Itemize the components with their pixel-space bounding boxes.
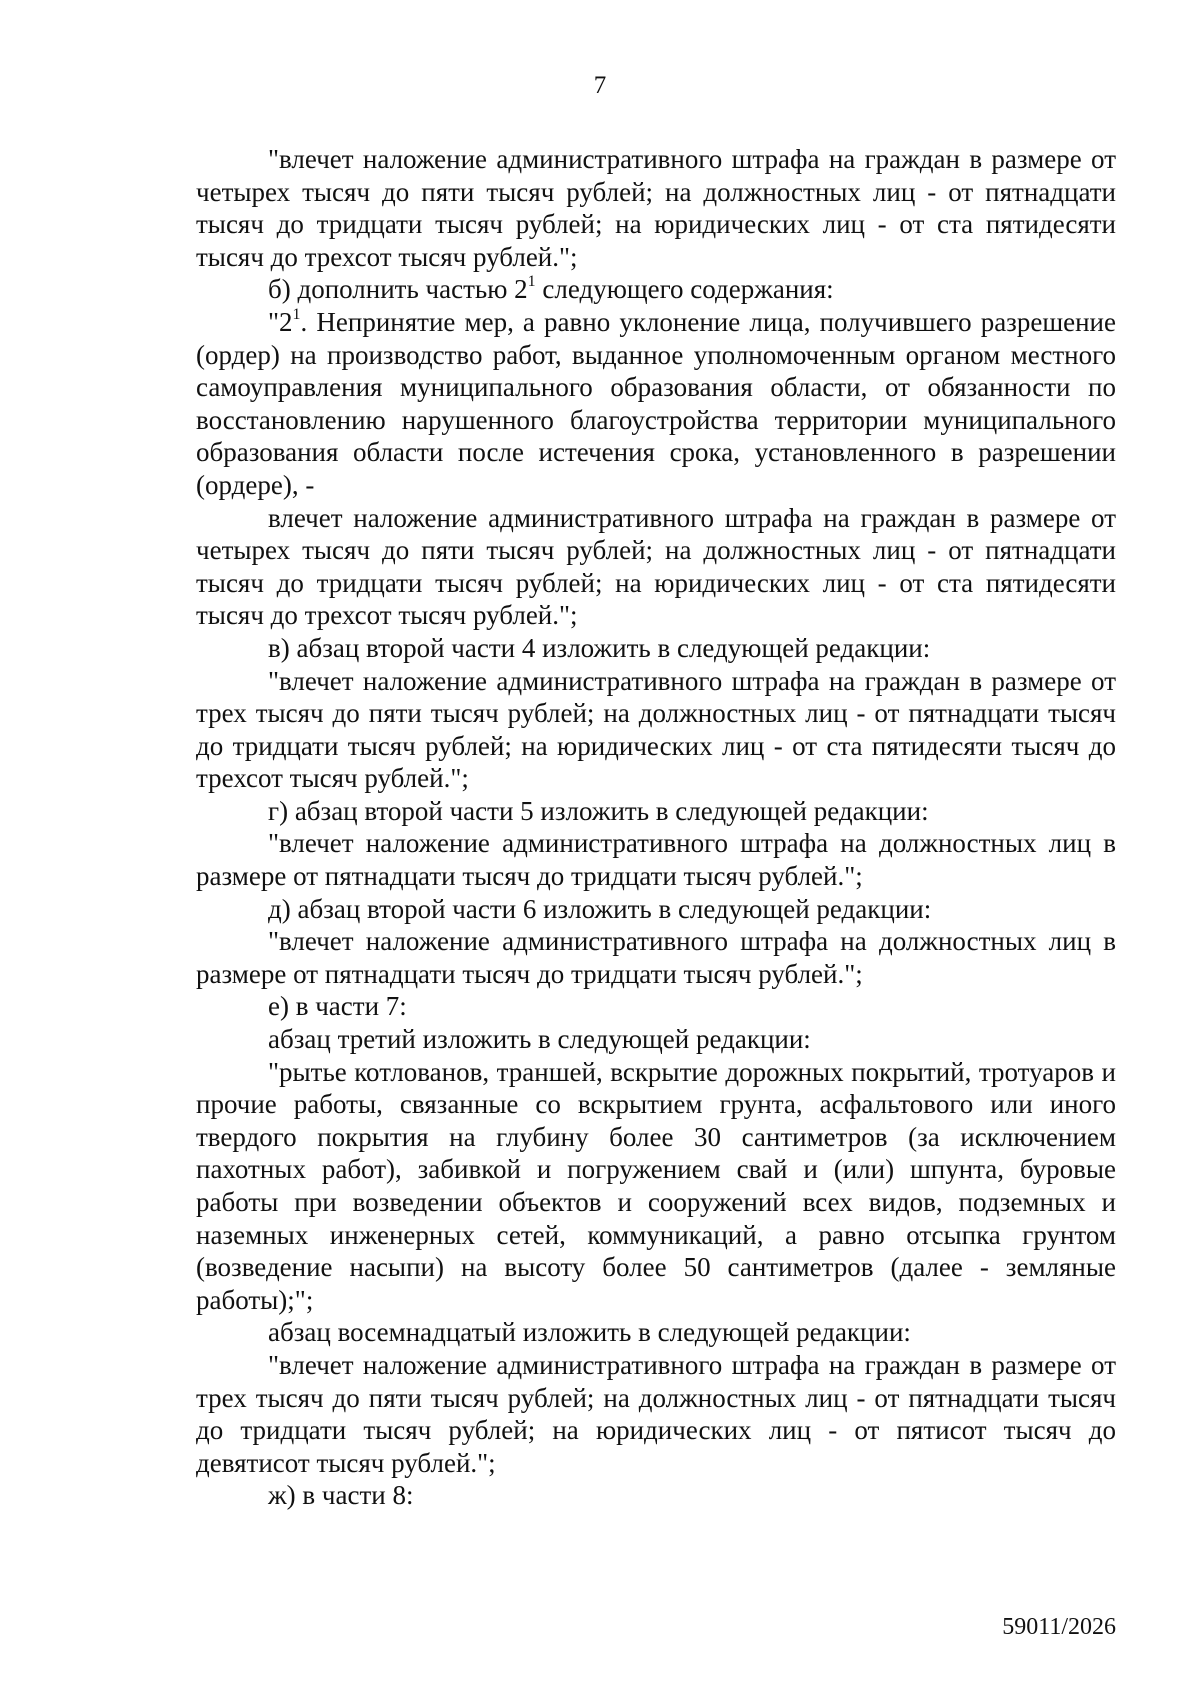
paragraph-fine-officials-1: "влечет наложение административного штрафа на должностных лиц в размере от пятнадцати тысяч до тридцати тысяч рублей.";	[196, 828, 1116, 892]
paragraph-part-2-1-text: . Непринятие мер, а равно уклонение лица, получившего разрешение (ордер) на производство работ, выданное уполномоченным органом местного самоуправления муниципального образования области, от обязанности по восстановлению нарушенного благоустройства территории муниципального образования области после истечения срока, установленного в разрешении (ордере), -	[196, 306, 1116, 500]
paragraph-fine-amounts-4: "влечет наложение административного штрафа на граждан в размере от трех тысяч до пяти тысяч рублей; на должностных лиц - от пятнадцати тысяч до тридцати тысяч рублей; на юридических лиц - от пятисот тысяч до девятисот тысяч рублей.";	[196, 1349, 1116, 1478]
superscript: 1	[527, 273, 536, 291]
paragraph-part-2-1	[196, 306, 1116, 502]
paragraph-fine-amounts-1: "влечет наложение административного штрафа на граждан в размере от четырех тысяч до пяти тысяч рублей; на должностных лиц - от пятнадцати тысяч до тридцати тысяч рублей; на юридических лиц - от ста пятидесяти тысяч до трехсот тысяч рублей.";	[196, 144, 1116, 272]
document-code: 59011/2026	[1002, 1614, 1116, 1640]
paragraph-eighteenth: абзац восемнадцатый изложить в следующей редакции:	[268, 1317, 911, 1348]
paragraph-third-paragraph: абзац третий изложить в следующей редакции:	[268, 1024, 811, 1055]
paragraph-item-d: д) абзац второй части 6 изложить в следующей редакции:	[268, 893, 932, 924]
paragraph-part-2-1-start: "2	[268, 306, 293, 337]
paragraph-fine-amounts-3: "влечет наложение административного штрафа на граждан в размере от трех тысяч до пяти тысяч рублей; на должностных лиц - от пятнадцати тысяч до тридцати тысяч рублей; на юридических лиц - от ста пятидесяти тысяч до трехсот тысяч рублей.";	[196, 665, 1116, 794]
paragraph-item-b-text: б) дополнить частью 2	[268, 274, 528, 305]
page-number: 7	[593, 72, 607, 99]
paragraph-item-v: в) абзац второй части 4 изложить в следующей редакции:	[268, 632, 931, 663]
paragraph-fine-amounts-2: влечет наложение административного штрафа на граждан в размере от четырех тысяч до пяти тысяч рублей; на должностных лиц - от пятнадцати тысяч до тридцати тысяч рублей; на юридических лиц - от ста пятидесяти тысяч до трехсот тысяч рублей.";	[196, 502, 1116, 631]
paragraph-fine-officials-2: "влечет наложение административного штрафа на должностных лиц в размере от пятнадцати тысяч до тридцати тысяч рублей.";	[196, 926, 1116, 989]
paragraph-item-b	[196, 273, 1116, 306]
paragraph-earthworks: "рытье котлованов, траншей, вскрытие дорожных покрытий, тротуаров и прочие работы, связанные со вскрытием грунта, асфальтового или иного твердого покрытия на глубину более 30 сантиметров (за исключением пахотных работ), забивкой и погружением свай и (или) шпунта, буровые работы при возведении объектов и сооружений всех видов, подземных и наземных инженерных сетей, коммуникаций, а равно отсыпка грунтом (возведение насыпи) на высоту более 50 сантиметров (далее - земляные работы);";	[196, 1056, 1116, 1315]
paragraph-item-zh: ж) в части 8:	[268, 1480, 414, 1511]
superscript: 1	[292, 305, 301, 323]
paragraph-item-e: е) в части 7:	[268, 991, 407, 1022]
paragraph-item-b-tail: следующего содержания:	[535, 274, 834, 305]
document-body	[196, 143, 1116, 1512]
paragraph-item-g: г) абзац второй части 5 изложить в следующей редакции:	[268, 795, 929, 826]
